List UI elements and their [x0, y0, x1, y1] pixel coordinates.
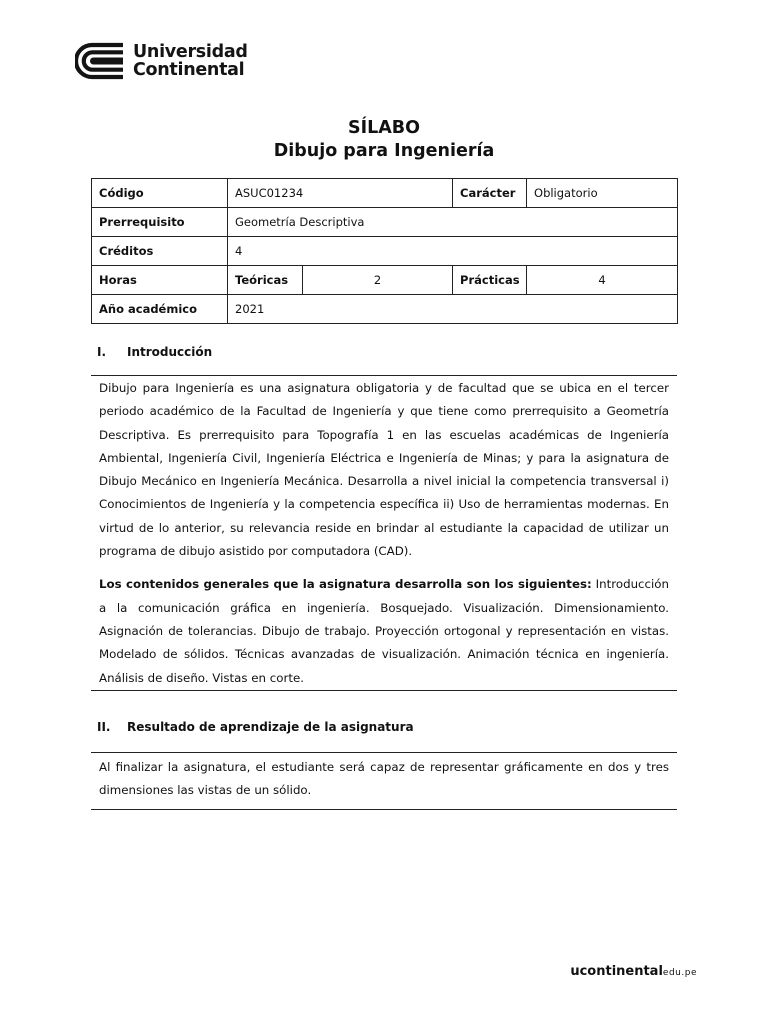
introduction-paragraph: Dibujo para Ingeniería es una asignatura obligatoria y de facultad que se ubica en el tercer periodo académico de la Facultad de Ingeniería y que tiene como prerrequisito a Geometría Descriptiva. Es prerrequisito para Topografía 1 en las escuelas académicas de Ingeniería Ambiental, Ingeniería Civil, Ingeniería Eléctrica e Ingeniería de Minas; y para la asignatura de Dibujo Mecánico en Ingeniería Mecánica. Desarrolla a nivel inicial la competencia transversal i) Conocimientos de Ingeniería y la competencia específica ii) Uso de herramientas modernas. En virtud de lo anterior, su relevancia reside en brindar al estudiante la capacidad de utilizar un programa de dibujo asistido por computadora (CAD). — [99, 381, 669, 559]
document-title — [0, 117, 768, 163]
contents-list: Introducción a la comunicación gráfica en ingeniería. Bosquejado. Visualización. Dimensionamiento. Asignación de tolerancias. Dibujo de trabajo. Proyección ortogonal y representación en vistas. Modelado de sólidos. Técnicas avanzadas de visualización. Animación técnica en ingeniería. Análisis de diseño. Vistas en corte. — [99, 577, 669, 685]
horas-label: Horas — [92, 266, 228, 295]
university-logo — [75, 41, 248, 81]
creditos-label: Créditos — [92, 237, 228, 266]
course-name: Dibujo para Ingeniería — [273, 141, 495, 161]
codigo-value: ASUC01234 — [228, 179, 453, 208]
logo-wordmark — [133, 43, 248, 79]
contents-lead: Los contenidos generales que la asignatura desarrolla son los siguientes: — [99, 577, 592, 592]
table-row — [92, 208, 678, 237]
course-info-table — [91, 178, 678, 324]
table-row — [92, 237, 678, 266]
caracter-value: Obligatorio — [527, 179, 678, 208]
learning-outcome-paragraph: Al finalizar la asignatura, el estudiante será capaz de representar gráficamente en dos y tres dimensiones las vistas de un sólido. — [99, 760, 669, 798]
caracter-label: Carácter — [453, 179, 527, 208]
practicas-value: 4 — [527, 266, 678, 295]
continental-emblem-icon — [75, 42, 125, 80]
teoricas-label: Teóricas — [228, 266, 303, 295]
learning-outcome-box — [91, 752, 677, 810]
section-2-heading — [97, 720, 414, 734]
document-type: SÍLABO — [347, 118, 421, 138]
prerrequisito-label: Prerrequisito — [92, 208, 228, 237]
table-row — [92, 179, 678, 208]
section-1-number: I. — [97, 345, 107, 359]
codigo-label: Código — [92, 179, 228, 208]
anio-value: 2021 — [228, 295, 678, 324]
prerrequisito-value: Geometría Descriptiva — [228, 208, 678, 237]
introduction-box — [91, 375, 677, 691]
anio-label: Año académico — [92, 295, 228, 324]
section-1-title: Introducción — [127, 345, 213, 359]
footer-domain: edu.pe — [662, 968, 697, 978]
practicas-label: Prácticas — [453, 266, 527, 295]
logo-line-2: Continental — [133, 60, 245, 80]
section-2-number: II. — [97, 720, 111, 734]
teoricas-value: 2 — [303, 266, 453, 295]
footer-website — [570, 964, 697, 979]
section-2-title: Resultado de aprendizaje de la asignatura — [127, 720, 414, 734]
logo-line-1: Universidad — [133, 42, 248, 62]
creditos-value: 4 — [228, 237, 678, 266]
table-row — [92, 266, 678, 295]
footer-main: ucontinental — [570, 964, 663, 979]
table-row — [92, 295, 678, 324]
section-1-heading — [97, 345, 212, 359]
contents-paragraph — [99, 573, 669, 689]
